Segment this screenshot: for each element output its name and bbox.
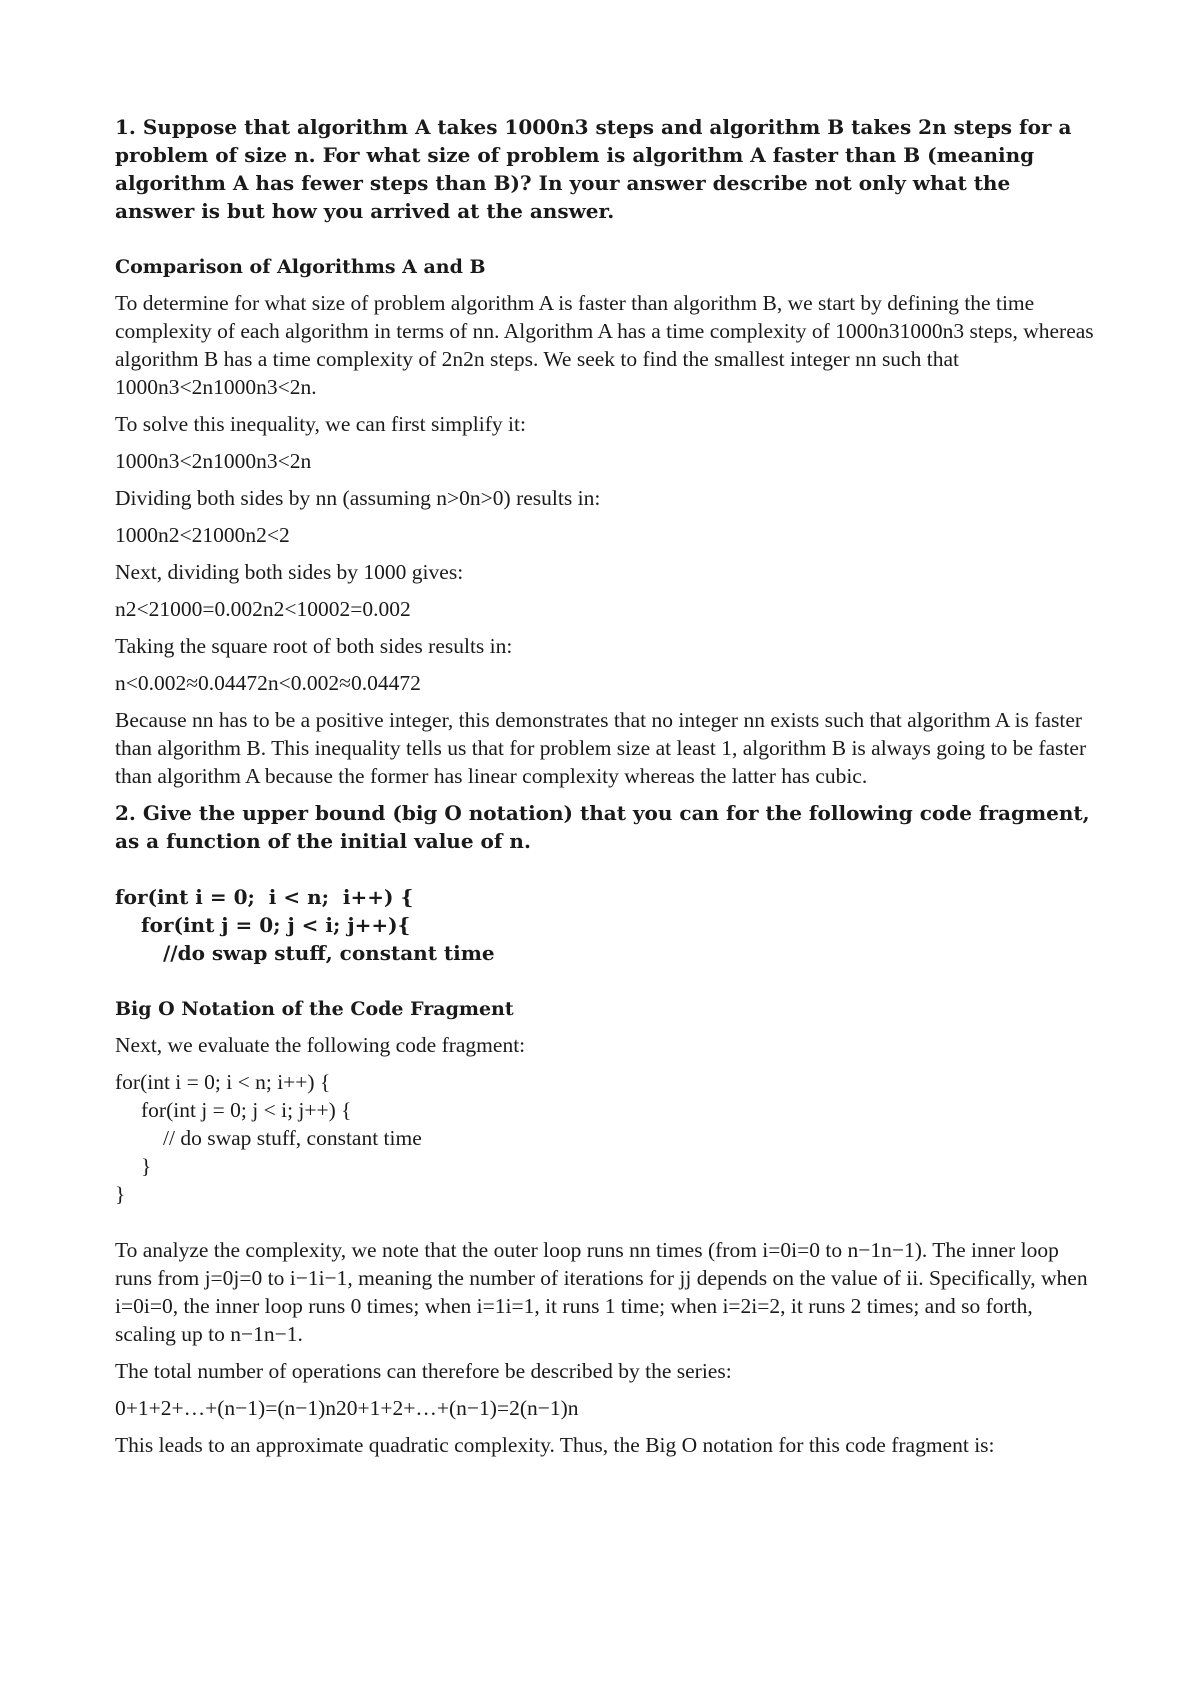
section-2-heading: Big O Notation of the Code Fragment (115, 998, 514, 1020)
code-line: for(int j = 0; j < i; j++){ (141, 913, 411, 937)
code-line: // do swap stuff, constant time (163, 1126, 422, 1150)
series-equation: 0+1+2+…+(n−1)=(n−1)n20+1+2+…+(n−1)=2(n−1)n (115, 1396, 579, 1420)
question-2: 2. Give the upper bound (big O notation) that you can for the following code fragment, as a function of the initial value of n. (115, 801, 1090, 853)
code-line: } (141, 1154, 152, 1178)
equation-2: 1000n2<21000n2<2 (115, 523, 290, 547)
simplify-text: To solve this inequality, we can first simplify it: (115, 412, 526, 436)
final-statement: This leads to an approximate quadratic complexity. Thus, the Big O notation for this code fragment is: (115, 1433, 995, 1457)
code-line: } (115, 1182, 126, 1206)
document-page (115, 113, 1095, 1459)
section-1-heading: Comparison of Algorithms A and B (115, 256, 486, 278)
equation-1: 1000n3<2n1000n3<2n (115, 449, 312, 473)
code-line: //do swap stuff, constant time (163, 941, 495, 965)
complexity-analysis: To analyze the complexity, we note that the outer loop runs nn times (from i=0i=0 to n−1n−1). The inner loop runs from j=0j=0 to i−1i−1, meaning the number of iterations for jj depends on the value of ii. Specifically, when i=0i=0, the inner loop runs 0 times; when i=1i=1, it runs 1 time; when i=2i=2, it runs 2 times; and so forth, scaling up to n−1n−1. (115, 1238, 1088, 1346)
sqrt-text: Taking the square root of both sides results in: (115, 634, 513, 658)
section-1-conclusion: Because nn has to be a positive integer, this demonstrates that no integer nn exists such that algorithm A is faster than algorithm B. This inequality tells us that for problem size at least 1, algorithm B is always going to be faster than algorithm A because the former has linear complexity whereas the latter has cubic. (115, 708, 1087, 788)
series-intro: The total number of operations can therefore be described by the series: (115, 1359, 732, 1383)
question-1: 1. Suppose that algorithm A takes 1000n3 steps and algorithm B takes 2n steps for a problem of size n. For what size of problem is algorithm A faster than B (meaning algorithm A has fewer steps than B)? In your answer describe not only what the answer is but how you arrived at the answer. (115, 115, 1072, 223)
section-2-intro: Next, we evaluate the following code fragment: (115, 1033, 526, 1057)
equation-3: n2<21000=0.002n2<10002=0.002 (115, 597, 411, 621)
code-line: for(int j = 0; j < i; j++) { (141, 1098, 352, 1122)
section-2-code (115, 1068, 1095, 1208)
divide-n-text: Dividing both sides by nn (assuming n>0n>0) results in: (115, 486, 601, 510)
code-line: for(int i = 0; i < n; i++) { (115, 885, 414, 909)
question-2-code (115, 883, 1095, 967)
code-line: for(int i = 0; i < n; i++) { (115, 1070, 331, 1094)
divide-1000-text: Next, dividing both sides by 1000 gives: (115, 560, 464, 584)
section-1-intro: To determine for what size of problem algorithm A is faster than algorithm B, we start by defining the time complexity of each algorithm in terms of nn. Algorithm A has a time complexity of 1000n31000n3 steps, whereas algorithm B has a time complexity of 2n2n steps. We seek to find the smallest integer nn such that 1000n3<2n1000n3<2n. (115, 291, 1094, 399)
equation-4: n<0.002≈0.04472n<0.002≈0.04472 (115, 671, 421, 695)
